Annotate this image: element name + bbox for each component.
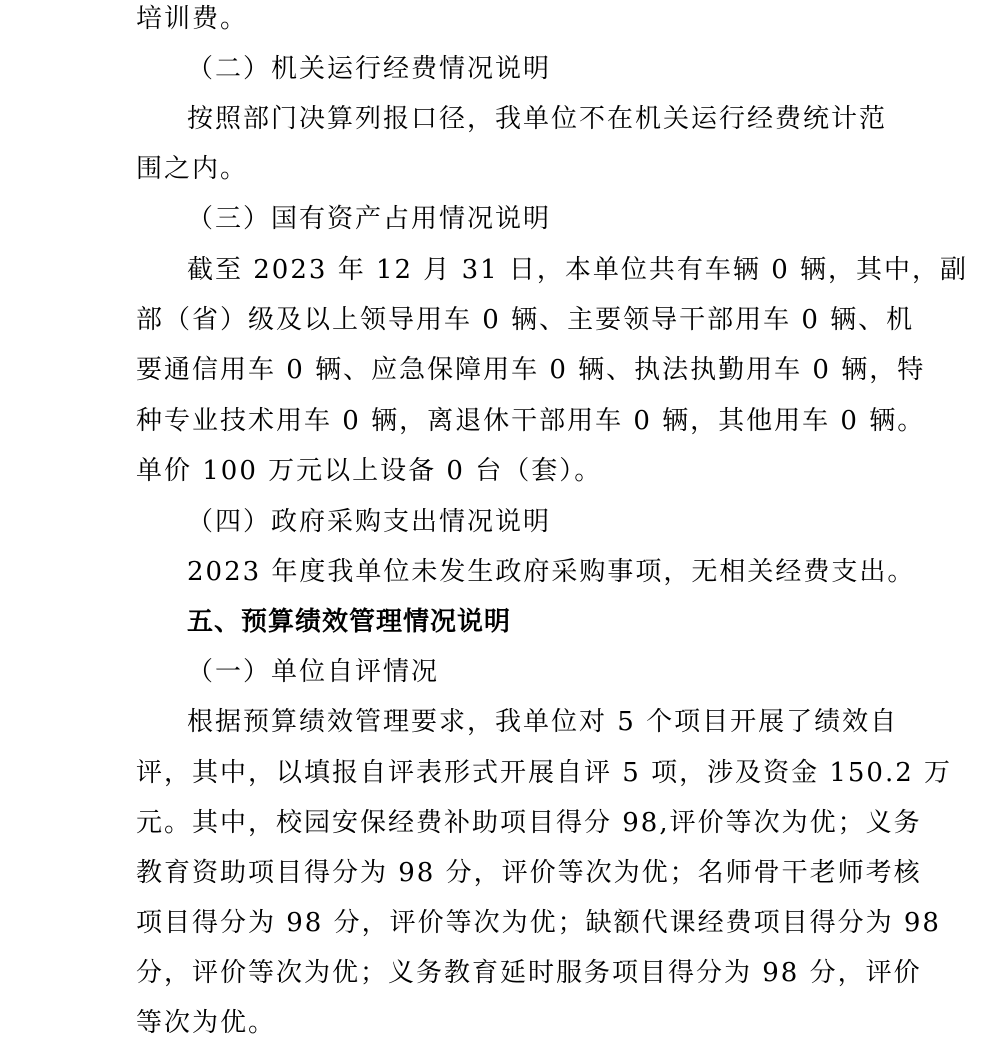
paragraph-line: 元。其中，校园安保经费补助项目得分 98,评价等次为优；义务 [136,808,922,838]
paragraph-line: 围之内。 [136,154,249,184]
section-heading: （三）国有资产占用情况说明 [187,204,552,234]
paragraph-line: 等次为优。 [136,1008,277,1038]
paragraph-line: 要通信用车 0 辆、应急保障用车 0 辆、执法执勤用车 0 辆，特 [136,355,926,385]
paragraph-line: 部（省）级及以上领导用车 0 辆、主要领导干部用车 0 辆、机 [136,305,915,335]
paragraph-line: 按照部门决算列报口径，我单位不在机关运行经费统计范 [187,104,888,134]
section-heading: （二）机关运行经费情况说明 [187,54,552,84]
paragraph-line: 2023 年度我单位未发生政府采购事项，无相关经费支出。 [187,557,916,587]
section-heading: （一）单位自评情况 [187,657,440,687]
paragraph-line: 种专业技术用车 0 辆，离退休干部用车 0 辆，其他用车 0 辆。 [136,406,926,436]
paragraph-line: 单价 100 万元以上设备 0 台（套）。 [136,456,603,486]
chapter-heading: 五、预算绩效管理情况说明 [187,607,512,637]
paragraph-line: 分，评价等次为优；义务教育延时服务项目得分为 98 分，评价 [136,958,922,988]
section-heading: （四）政府采购支出情况说明 [187,507,552,537]
paragraph-line: 项目得分为 98 分，评价等次为优；缺额代课经费项目得分为 98 [136,908,941,938]
paragraph-line: 培训费。 [136,4,249,34]
paragraph-line: 评，其中，以填报自评表形式开展自评 5 项，涉及资金 150.2 万 [136,758,953,788]
paragraph-line: 教育资助项目得分为 98 分，评价等次为优；名师骨干老师考核 [136,858,922,888]
paragraph-line: 截至 2023 年 12 月 31 日，本单位共有车辆 0 辆，其中，副 [187,255,968,285]
paragraph-line: 根据预算绩效管理要求，我单位对 5 个项目开展了绩效自 [187,707,899,737]
